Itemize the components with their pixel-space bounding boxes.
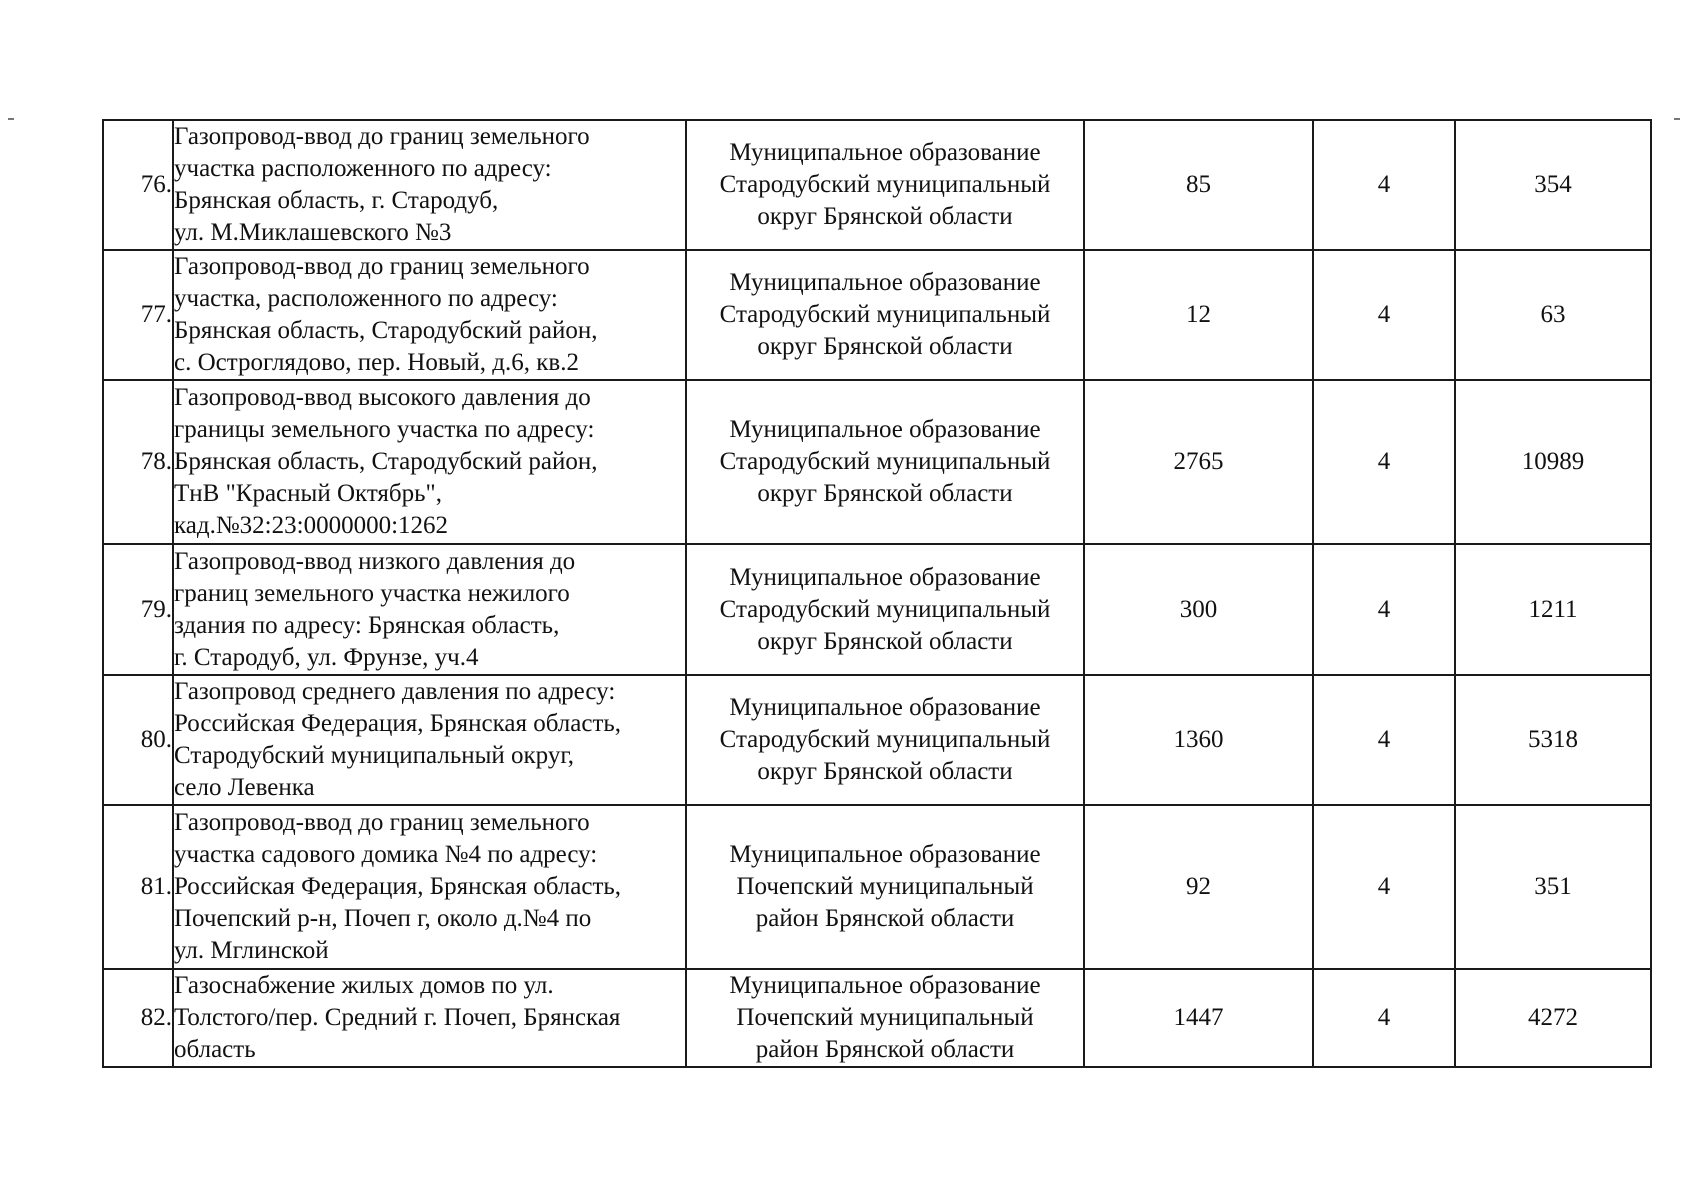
row-number: 82. xyxy=(103,969,173,1067)
row-number: 80. xyxy=(103,675,173,805)
row-number: 76. xyxy=(103,120,173,250)
value-1: 1447 xyxy=(1084,969,1313,1067)
scan-margin-mark-right xyxy=(1674,118,1680,120)
owner: Муниципальное образование Стародубский муниципальный округ Брянской области xyxy=(686,544,1084,675)
value-1: 12 xyxy=(1084,250,1313,380)
value-2: 4 xyxy=(1313,380,1455,544)
table-row xyxy=(103,544,1651,675)
object-name: Газопровод-ввод до границ земельного участка, расположенного по адресу: Брянская область, Стародубский район, с. Остроглядово, пер. Новый, д.6, кв.2 xyxy=(173,250,686,380)
table-row xyxy=(103,969,1651,1067)
row-number: 79. xyxy=(103,544,173,675)
owner: Муниципальное образование Стародубский муниципальный округ Брянской области xyxy=(686,380,1084,544)
value-2: 4 xyxy=(1313,250,1455,380)
object-name: Газопровод-ввод до границ земельного участка расположенного по адресу: Брянская область, г. Стародуб, ул. М.Миклашевского №3 xyxy=(173,120,686,250)
table-row xyxy=(103,380,1651,544)
object-name: Газопровод среднего давления по адресу: Российская Федерация, Брянская область, Стародубский муниципальный округ, село Левенка xyxy=(173,675,686,805)
scan-margin-mark-left xyxy=(8,118,14,120)
value-3: 63 xyxy=(1455,250,1651,380)
value-3: 351 xyxy=(1455,805,1651,969)
owner: Муниципальное образование Почепский муниципальный район Брянской области xyxy=(686,969,1084,1067)
value-1: 85 xyxy=(1084,120,1313,250)
row-number: 77. xyxy=(103,250,173,380)
row-number: 78. xyxy=(103,380,173,544)
object-name: Газоснабжение жилых домов по ул. Толстого/пер. Средний г. Почеп, Брянская область xyxy=(173,969,686,1067)
table-row xyxy=(103,675,1651,805)
value-2: 4 xyxy=(1313,544,1455,675)
value-3: 4272 xyxy=(1455,969,1651,1067)
table-row xyxy=(103,250,1651,380)
value-1: 300 xyxy=(1084,544,1313,675)
object-name: Газопровод-ввод высокого давления до границы земельного участка по адресу: Брянская область, Стародубский район, ТнВ "Красный Октябрь", кад.№32:23:0000000:1262 xyxy=(173,380,686,544)
object-name: Газопровод-ввод низкого давления до границ земельного участка нежилого здания по адресу: Брянская область, г. Стародуб, ул. Фрунзе, уч.4 xyxy=(173,544,686,675)
table-row xyxy=(103,805,1651,969)
row-number: 81. xyxy=(103,805,173,969)
value-3: 1211 xyxy=(1455,544,1651,675)
gas-pipeline-table xyxy=(102,119,1652,1068)
object-name: Газопровод-ввод до границ земельного участка садового домика №4 по адресу: Российская Федерация, Брянская область, Почепский р-н, Почеп г, около д.№4 по ул. Мглинской xyxy=(173,805,686,969)
table-row xyxy=(103,120,1651,250)
value-3: 5318 xyxy=(1455,675,1651,805)
owner: Муниципальное образование Стародубский муниципальный округ Брянской области xyxy=(686,675,1084,805)
value-2: 4 xyxy=(1313,675,1455,805)
value-3: 354 xyxy=(1455,120,1651,250)
value-3: 10989 xyxy=(1455,380,1651,544)
owner: Муниципальное образование Стародубский муниципальный округ Брянской области xyxy=(686,120,1084,250)
value-2: 4 xyxy=(1313,969,1455,1067)
value-1: 92 xyxy=(1084,805,1313,969)
value-2: 4 xyxy=(1313,120,1455,250)
owner: Муниципальное образование Стародубский муниципальный округ Брянской области xyxy=(686,250,1084,380)
owner: Муниципальное образование Почепский муниципальный район Брянской области xyxy=(686,805,1084,969)
value-1: 2765 xyxy=(1084,380,1313,544)
value-2: 4 xyxy=(1313,805,1455,969)
value-1: 1360 xyxy=(1084,675,1313,805)
